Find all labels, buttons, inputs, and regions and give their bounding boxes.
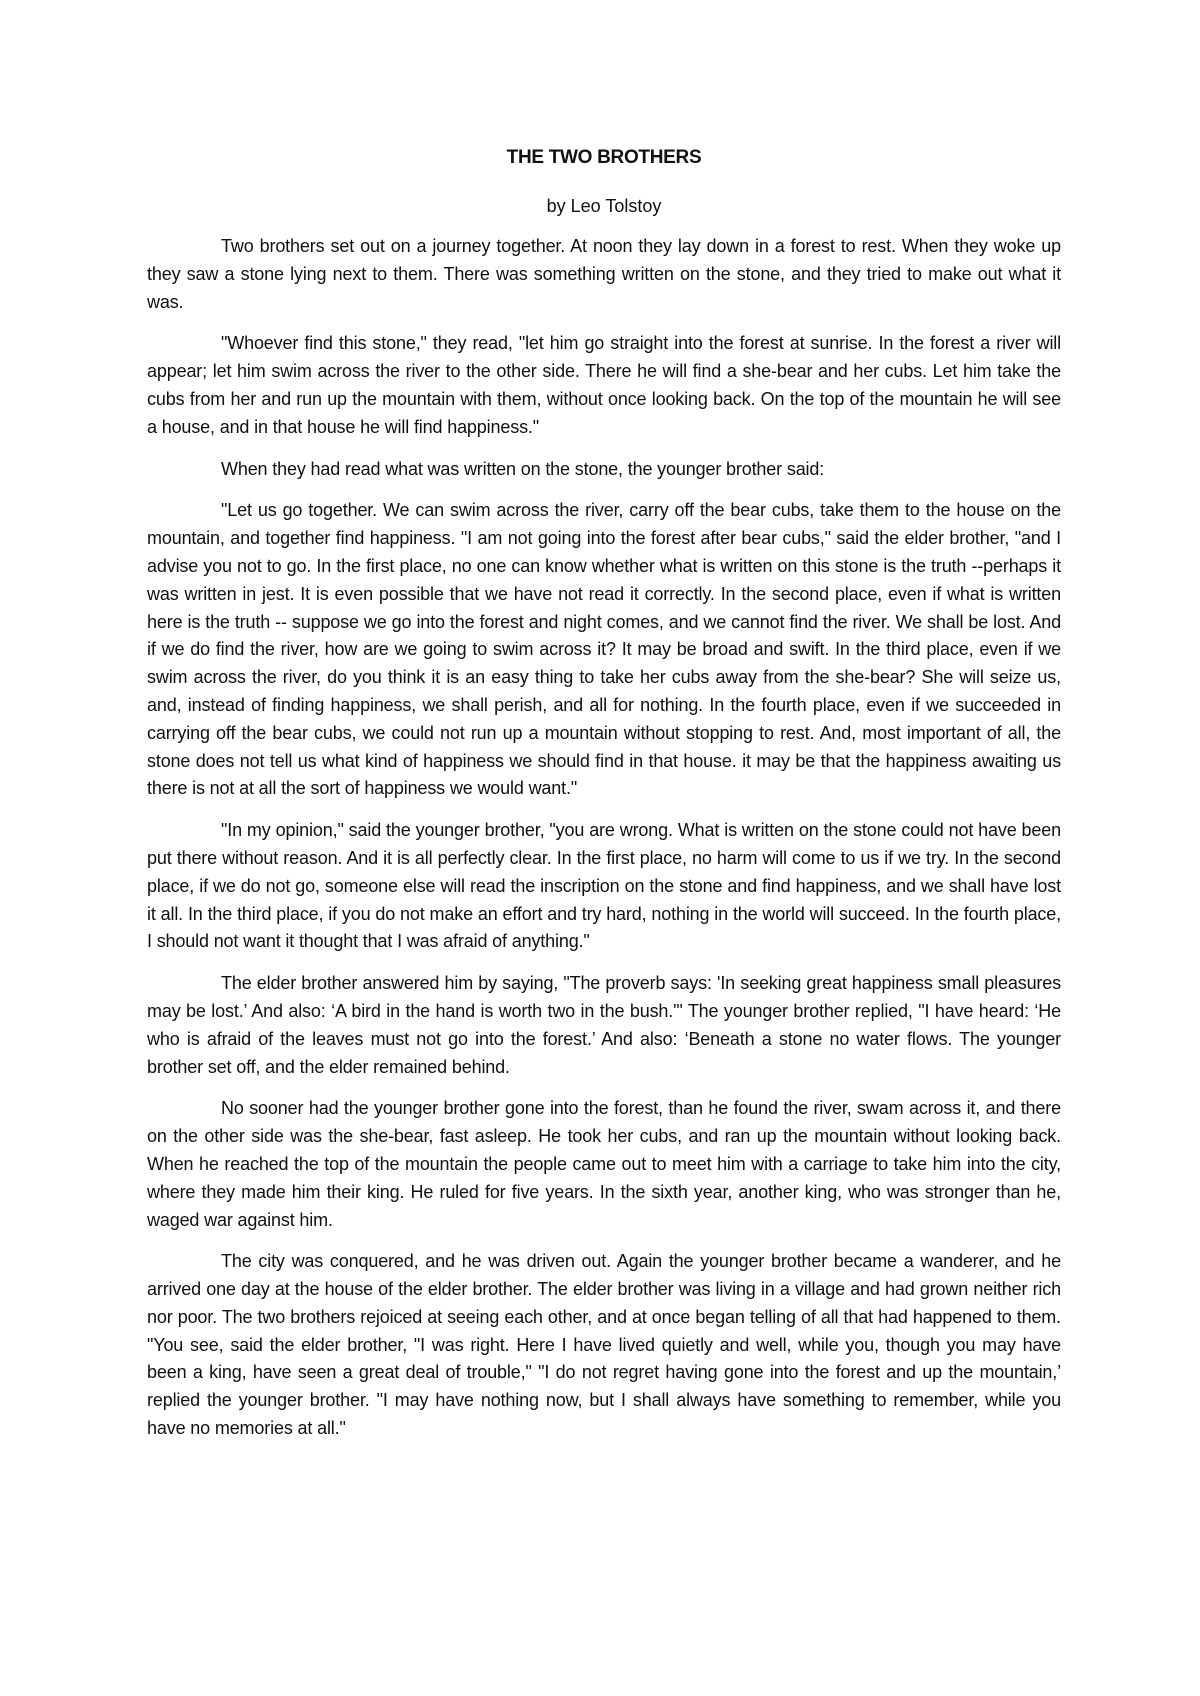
paragraph-6: The elder brother answered him by saying, "The proverb says: 'In seeking great happiness small pleasures may be lost.’ And also: ‘A bird in the hand is worth two in the bush.'" The younger brother replied, "I have heard: ‘He who is afraid of the leaves must not go into the forest.’ And also: ‘Beneath a stone no water flows. The younger brother set off, and the elder remained behind. — [147, 973, 1061, 1077]
paragraph-1: Two brothers set out on a journey together. At noon they lay down in a forest to rest. When they woke up they saw a stone lying next to them. There was something written on the stone, and they tried to make out what it was. — [147, 236, 1061, 312]
document-body — [147, 233, 1061, 1457]
paragraph-5: "In my opinion," said the younger brother, "you are wrong. What is written on the stone could not have been put there without reason. And it is all perfectly clear. In the first place, no harm will come to us if we try. In the second place, if we do not go, someone else will read the inscription on the stone and find happiness, and we shall have lost it all. In the third place, if you do not make an effort and try hard, nothing in the world will succeed. In the fourth place, I should not want it thought that I was afraid of anything." — [147, 820, 1061, 952]
document-title: THE TWO BROTHERS — [506, 147, 702, 168]
paragraph-8: The city was conquered, and he was driven out. Again the younger brother became a wanderer, and he arrived one day at the house of the elder brother. The elder brother was living in a village and had grown neither rich nor poor. The two brothers rejoiced at seeing each other, and at once began telling of all that had happened to them. "You see, said the elder brother, "I was right. Here I have lived quietly and well, while you, though you may have been a king, have seen a great deal of trouble," "I do not regret having gone into the forest and up the mountain,’ replied the younger brother. "I may have nothing now, but I shall always have something to remember, while you have no memories at all." — [147, 1251, 1061, 1439]
document-page — [147, 0, 1061, 1696]
paragraph-7: No sooner had the younger brother gone into the forest, than he found the river, swam across it, and there on the other side was the she-bear, fast asleep. He took her cubs, and ran up the mountain without looking back. When he reached the top of the mountain the people came out to meet him with a carriage to take him into the city, where they made him their king. He ruled for five years. In the sixth year, another king, who was stronger than he, waged war against him. — [147, 1098, 1061, 1230]
paragraph-3: When they had read what was written on the stone, the younger brother said: — [221, 458, 825, 479]
paragraph-4: "Let us go together. We can swim across the river, carry off the bear cubs, take them to the house on the mountain, and together find happiness. "I am not going into the forest after bear cubs," said the elder brother, "and I advise you not to go. In the first place, no one can know whether what is written on this stone is the truth --perhaps it was written in jest. It is even possible that we have not read it correctly. In the second place, even if what is written here is the truth -- suppose we go into the forest and night comes, and we cannot find the river. We shall be lost. And if we do find the river, how are we going to swim across it? It may be broad and swift. In the third place, even if we swim across the river, do you think it is an easy thing to take her cubs away from the she-bear? She will seize us, and, instead of finding happiness, we shall perish, and all for nothing. In the fourth place, even if we succeeded in carrying off the bear cubs, we could not run up a mountain without stopping to rest. And, most important of all, the stone does not tell us what kind of happiness we should find in that house. it may be that the happiness awaiting us there is not at all the sort of happiness we would want." — [147, 500, 1061, 799]
document-author: by Leo Tolstoy — [546, 196, 662, 216]
paragraph-2: "Whoever find this stone," they read, "let him go straight into the forest at sunrise. In the forest a river will appear; let him swim across the river to the other side. There he will find a she-bear and her cubs. Let him take the cubs from her and run up the mountain with them, without once looking back. On the top of the mountain he will see a house, and in that house he will find happiness." — [147, 333, 1061, 437]
